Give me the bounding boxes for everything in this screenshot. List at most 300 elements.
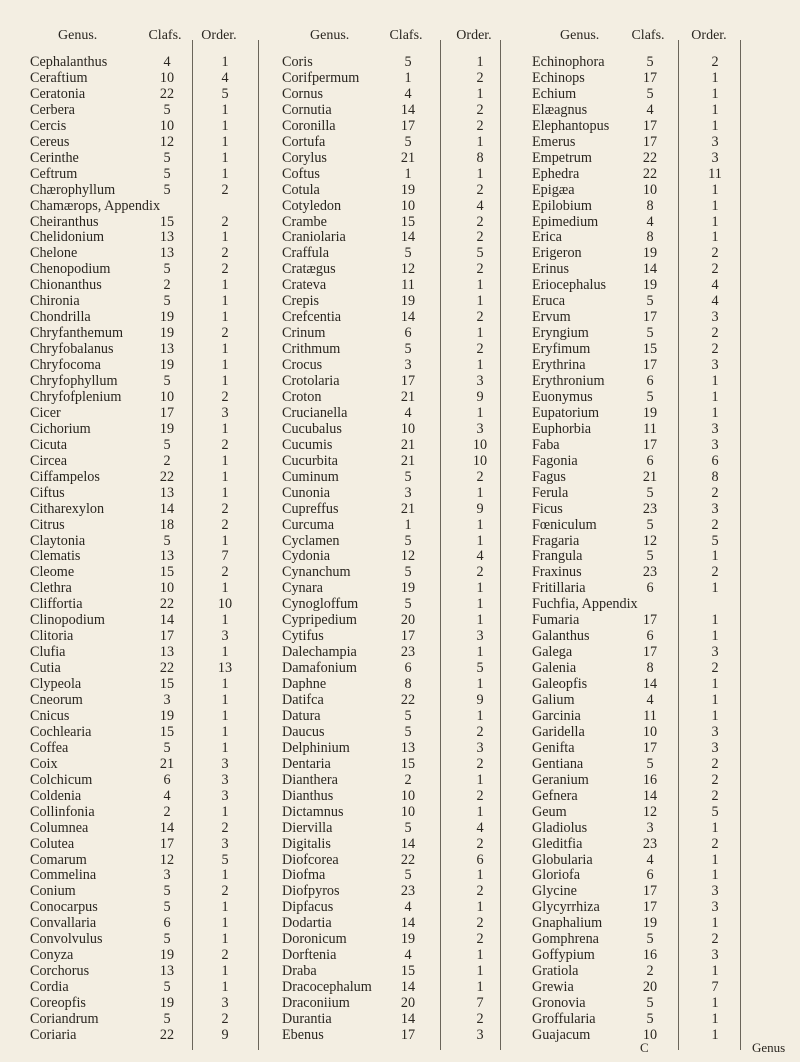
genus-name: Fagus bbox=[532, 468, 566, 485]
order-number: 3 bbox=[711, 947, 719, 964]
order-number: 8 bbox=[711, 468, 719, 485]
order-number: 1 bbox=[476, 357, 484, 374]
catchword: Genus bbox=[752, 1040, 786, 1055]
column-rule bbox=[440, 40, 441, 1050]
genus-name: Dipfacus bbox=[282, 899, 334, 916]
genus-name: Cotyledon bbox=[282, 197, 342, 214]
genus-name: Goffypium bbox=[532, 947, 595, 964]
clafs-number: 1 bbox=[404, 69, 412, 86]
clafs-number: 12 bbox=[642, 803, 658, 820]
order-number: 1 bbox=[476, 979, 484, 996]
clafs-number: 3 bbox=[163, 867, 171, 884]
genus-name: Chelidonium bbox=[30, 229, 105, 246]
genus-name: Cortufa bbox=[282, 133, 326, 150]
genus-name: Epimedium bbox=[532, 213, 599, 230]
order-number: 1 bbox=[221, 612, 229, 629]
genus-name: Circea bbox=[30, 452, 68, 469]
clafs-number: 21 bbox=[159, 755, 175, 772]
clafs-header: Clafs. bbox=[631, 28, 665, 43]
genus-header: Genus. bbox=[560, 28, 600, 43]
genus-name: Cereus bbox=[30, 133, 70, 150]
genus-name: Ebenus bbox=[282, 1026, 324, 1043]
clafs-number: 14 bbox=[400, 979, 416, 996]
order-number: 2 bbox=[711, 771, 719, 788]
clafs-number: 6 bbox=[404, 660, 412, 677]
clafs-number: 23 bbox=[642, 500, 658, 517]
clafs-number: 3 bbox=[163, 692, 171, 708]
order-number: 1 bbox=[711, 867, 719, 884]
genus-name: Fumaria bbox=[532, 612, 580, 629]
clafs-number: 5 bbox=[404, 468, 412, 485]
order-number: 4 bbox=[476, 548, 484, 565]
clafs-number: 5 bbox=[163, 149, 171, 166]
order-number: 1 bbox=[221, 692, 229, 708]
order-number: 1 bbox=[711, 117, 719, 134]
clafs-number: 5 bbox=[163, 532, 171, 549]
clafs-number: 6 bbox=[163, 771, 171, 788]
order-number: 2 bbox=[711, 54, 719, 70]
genus-name: Coreopfis bbox=[30, 995, 86, 1012]
order-number: 10 bbox=[472, 452, 488, 469]
genus-name: Citharexylon bbox=[30, 500, 105, 517]
order-number: 1 bbox=[711, 197, 719, 214]
clafs-number: 16 bbox=[642, 771, 658, 788]
order-number: 1 bbox=[711, 1011, 719, 1027]
order-number: 4 bbox=[476, 819, 484, 836]
genus-name: Columnea bbox=[30, 819, 89, 836]
genus-name: Draba bbox=[282, 963, 317, 980]
order-number: 2 bbox=[221, 500, 229, 517]
genus-name: Cratægus bbox=[282, 261, 336, 278]
clafs-number: 18 bbox=[159, 516, 175, 533]
order-number: 3 bbox=[221, 787, 229, 804]
clafs-number: 16 bbox=[642, 947, 658, 964]
column-rule bbox=[192, 40, 193, 1050]
clafs-number: 6 bbox=[646, 452, 654, 469]
clafs-number: 14 bbox=[400, 229, 416, 246]
genus-name: Fagonia bbox=[532, 452, 578, 469]
order-number: 1 bbox=[711, 213, 719, 230]
genus-name: Comarum bbox=[30, 851, 87, 868]
order-number: 1 bbox=[476, 612, 484, 629]
clafs-number: 5 bbox=[404, 245, 412, 262]
order-number: 1 bbox=[711, 851, 719, 868]
order-header: Order. bbox=[691, 28, 727, 43]
order-number: 1 bbox=[221, 309, 229, 326]
clafs-number: 15 bbox=[159, 676, 175, 693]
genus-name: Crocus bbox=[282, 357, 323, 374]
order-number: 3 bbox=[711, 133, 719, 150]
genus-name: Cytifus bbox=[282, 628, 324, 645]
clafs-number: 17 bbox=[642, 309, 658, 326]
genus-name: Clitoria bbox=[30, 628, 74, 645]
clafs-number: 4 bbox=[404, 899, 412, 916]
order-number: 2 bbox=[711, 261, 719, 278]
genus-name: Datura bbox=[282, 707, 321, 724]
genus-name: Galega bbox=[532, 644, 573, 661]
genus-name: Craniolaria bbox=[282, 229, 346, 246]
genus-name: Coronilla bbox=[282, 117, 336, 134]
clafs-number: 17 bbox=[642, 899, 658, 916]
clafs-number: 2 bbox=[646, 963, 654, 980]
genus-name: Coix bbox=[30, 755, 58, 772]
genus-name: Elæagnus bbox=[532, 101, 588, 118]
order-number: 2 bbox=[221, 564, 229, 581]
clafs-number: 14 bbox=[642, 676, 658, 693]
genus-name: Diofcorea bbox=[282, 851, 339, 868]
genus-name: Daphne bbox=[282, 676, 327, 693]
order-number: 3 bbox=[711, 899, 719, 916]
clafs-number: 5 bbox=[646, 85, 654, 102]
order-number: 1 bbox=[476, 54, 484, 70]
genus-name: Gefnera bbox=[532, 787, 578, 804]
order-number: 1 bbox=[476, 580, 484, 597]
order-number: 3 bbox=[711, 739, 719, 756]
clafs-number: 15 bbox=[400, 755, 416, 772]
genus-name: Chenopodium bbox=[30, 261, 111, 278]
clafs-number: 21 bbox=[400, 436, 416, 453]
order-number: 1 bbox=[221, 915, 229, 932]
clafs-number: 17 bbox=[400, 117, 416, 134]
clafs-header: Clafs. bbox=[389, 28, 423, 43]
genus-name: Datifca bbox=[282, 692, 324, 708]
order-number: 2 bbox=[221, 947, 229, 964]
genus-name: Clinopodium bbox=[30, 612, 105, 629]
order-number: 1 bbox=[711, 676, 719, 693]
genus-name: Glycyrrhiza bbox=[532, 899, 600, 916]
genus-name: Ceftrum bbox=[30, 165, 78, 182]
clafs-number: 13 bbox=[400, 739, 416, 756]
clafs-number: 17 bbox=[159, 835, 175, 852]
clafs-number: 19 bbox=[400, 931, 416, 948]
order-number: 4 bbox=[476, 197, 484, 214]
clafs-number: 14 bbox=[400, 309, 416, 326]
genus-name: Galium bbox=[532, 692, 575, 708]
clafs-number: 17 bbox=[642, 69, 658, 86]
clafs-number: 22 bbox=[400, 851, 416, 868]
order-number: 5 bbox=[476, 660, 484, 677]
order-number: 2 bbox=[476, 835, 484, 852]
genus-name: Cliffortia bbox=[30, 596, 83, 613]
genus-name: Fritillaria bbox=[532, 580, 586, 597]
genus-name: Draconiium bbox=[282, 995, 350, 1012]
order-number: 2 bbox=[711, 931, 719, 948]
clafs-number: 6 bbox=[404, 325, 412, 342]
order-number: 1 bbox=[221, 468, 229, 485]
order-number: 4 bbox=[221, 69, 229, 86]
order-number: 1 bbox=[221, 452, 229, 469]
order-number: 9 bbox=[476, 500, 484, 517]
order-number: 1 bbox=[476, 867, 484, 884]
genus-name: Dracocephalum bbox=[282, 979, 372, 996]
genus-name: Conyza bbox=[30, 947, 74, 964]
clafs-number: 20 bbox=[400, 995, 416, 1012]
order-number: 2 bbox=[711, 245, 719, 262]
clafs-number: 6 bbox=[646, 373, 654, 389]
genus-name: Gentiana bbox=[532, 755, 584, 772]
order-number: 13 bbox=[217, 660, 233, 677]
genus-name: Gleditfia bbox=[532, 835, 583, 852]
genus-name: Elephantopus bbox=[532, 117, 610, 134]
genus-name: Ferula bbox=[532, 484, 569, 501]
genus-name: Cleome bbox=[30, 564, 75, 581]
order-number: 1 bbox=[221, 739, 229, 756]
genus-name: Galanthus bbox=[532, 628, 590, 645]
genus-name: Gloriofa bbox=[532, 867, 581, 884]
clafs-number: 14 bbox=[159, 819, 175, 836]
clafs-number: 4 bbox=[646, 692, 654, 708]
order-number: 5 bbox=[221, 85, 229, 102]
clafs-number: 6 bbox=[646, 628, 654, 645]
genus-name: Cnicus bbox=[30, 707, 70, 724]
genus-name: Chamærops, Appendix bbox=[30, 197, 161, 214]
genus-name: Coriandrum bbox=[30, 1011, 99, 1027]
clafs-number: 13 bbox=[159, 644, 175, 661]
genus-name: Cydonia bbox=[282, 548, 331, 565]
genus-name: Clypeola bbox=[30, 676, 82, 693]
genus-name: Crateva bbox=[282, 277, 327, 294]
clafs-number: 20 bbox=[400, 612, 416, 629]
order-number: 1 bbox=[711, 388, 719, 405]
clafs-number: 10 bbox=[159, 69, 175, 86]
genus-name: Citrus bbox=[30, 516, 65, 533]
order-number: 3 bbox=[711, 723, 719, 740]
clafs-number: 5 bbox=[163, 979, 171, 996]
order-number: 1 bbox=[711, 181, 719, 198]
order-number: 1 bbox=[711, 628, 719, 645]
genus-name: Echinophora bbox=[532, 54, 605, 70]
order-number: 1 bbox=[221, 133, 229, 150]
order-number: 3 bbox=[221, 835, 229, 852]
signature-mark: C bbox=[640, 1040, 649, 1055]
order-number: 1 bbox=[221, 899, 229, 916]
order-number: 1 bbox=[711, 963, 719, 980]
clafs-number: 5 bbox=[163, 165, 171, 182]
genus-name: Coldenia bbox=[30, 787, 82, 804]
clafs-number: 5 bbox=[646, 484, 654, 501]
order-number: 1 bbox=[221, 101, 229, 118]
genus-name: Claytonia bbox=[30, 532, 86, 549]
order-number: 7 bbox=[711, 979, 719, 996]
order-number: 1 bbox=[221, 117, 229, 134]
clafs-number: 17 bbox=[642, 436, 658, 453]
genus-name: Cucubalus bbox=[282, 420, 342, 437]
clafs-number: 5 bbox=[163, 883, 171, 900]
genus-name: Eryngium bbox=[532, 325, 589, 342]
order-number: 10 bbox=[472, 436, 488, 453]
order-number: 1 bbox=[221, 723, 229, 740]
genus-name: Cucumis bbox=[282, 436, 333, 453]
clafs-number: 19 bbox=[159, 707, 175, 724]
genus-name: Cynanchum bbox=[282, 564, 351, 581]
clafs-number: 5 bbox=[163, 373, 171, 389]
genus-name: Conium bbox=[30, 883, 76, 900]
order-number: 1 bbox=[221, 484, 229, 501]
clafs-number: 17 bbox=[159, 404, 175, 421]
order-number: 11 bbox=[708, 165, 722, 182]
clafs-number: 13 bbox=[159, 484, 175, 501]
clafs-number: 12 bbox=[642, 532, 658, 549]
order-number: 3 bbox=[476, 1026, 484, 1043]
clafs-number: 3 bbox=[646, 819, 654, 836]
clafs-number: 19 bbox=[159, 947, 175, 964]
clafs-header: Clafs. bbox=[148, 28, 182, 43]
order-number: 2 bbox=[221, 436, 229, 453]
order-number: 2 bbox=[221, 819, 229, 836]
order-number: 1 bbox=[221, 165, 229, 182]
order-number: 2 bbox=[221, 213, 229, 230]
order-number: 2 bbox=[711, 564, 719, 581]
clafs-number: 4 bbox=[646, 851, 654, 868]
genus-name: Dictamnus bbox=[282, 803, 344, 820]
genus-name: Doronicum bbox=[282, 931, 347, 948]
clafs-number: 21 bbox=[642, 468, 658, 485]
genus-name: Dorftenia bbox=[282, 947, 337, 964]
order-number: 2 bbox=[711, 660, 719, 677]
clafs-number: 14 bbox=[642, 787, 658, 804]
genus-name: Ephedra bbox=[532, 165, 580, 182]
clafs-number: 5 bbox=[404, 867, 412, 884]
clafs-number: 15 bbox=[159, 213, 175, 230]
clafs-number: 1 bbox=[404, 165, 412, 182]
order-number: 1 bbox=[711, 1026, 719, 1043]
genus-name: Dentaria bbox=[282, 755, 331, 772]
genus-name: Clematis bbox=[30, 548, 81, 565]
clafs-number: 17 bbox=[400, 628, 416, 645]
genus-name: Cyclamen bbox=[282, 532, 340, 549]
clafs-number: 2 bbox=[163, 452, 171, 469]
genus-header: Genus. bbox=[58, 28, 98, 43]
clafs-number: 5 bbox=[404, 133, 412, 150]
order-number: 2 bbox=[711, 755, 719, 772]
clafs-number: 12 bbox=[400, 261, 416, 278]
order-number: 3 bbox=[711, 309, 719, 326]
order-number: 1 bbox=[221, 341, 229, 358]
clafs-number: 13 bbox=[159, 548, 175, 565]
genus-name: Euonymus bbox=[532, 388, 593, 405]
genus-name: Frangula bbox=[532, 548, 583, 565]
genus-name: Crotolaria bbox=[282, 373, 340, 389]
clafs-number: 5 bbox=[404, 596, 412, 613]
clafs-number: 10 bbox=[642, 181, 658, 198]
genus-name: Guajacum bbox=[532, 1026, 591, 1043]
clafs-number: 4 bbox=[163, 54, 171, 70]
order-number: 2 bbox=[221, 325, 229, 342]
genus-name: Corchorus bbox=[30, 963, 90, 980]
clafs-number: 21 bbox=[400, 149, 416, 166]
clafs-number: 10 bbox=[400, 420, 416, 437]
clafs-number: 5 bbox=[646, 995, 654, 1012]
clafs-number: 10 bbox=[400, 787, 416, 804]
order-number: 7 bbox=[221, 548, 229, 565]
order-number: 3 bbox=[711, 420, 719, 437]
genus-name: Cephalanthus bbox=[30, 54, 108, 70]
clafs-number: 21 bbox=[400, 388, 416, 405]
order-number: 1 bbox=[476, 325, 484, 342]
order-number: 1 bbox=[476, 771, 484, 788]
clafs-number: 2 bbox=[163, 277, 171, 294]
genus-name: Conocarpus bbox=[30, 899, 98, 916]
genus-name: Clufia bbox=[30, 644, 66, 661]
clafs-number: 17 bbox=[642, 357, 658, 374]
order-number: 1 bbox=[711, 69, 719, 86]
order-number: 1 bbox=[221, 532, 229, 549]
order-number: 1 bbox=[476, 516, 484, 533]
order-number: 2 bbox=[221, 245, 229, 262]
order-number: 1 bbox=[476, 676, 484, 693]
order-number: 2 bbox=[476, 883, 484, 900]
order-number: 2 bbox=[711, 516, 719, 533]
order-number: 1 bbox=[221, 979, 229, 996]
clafs-number: 13 bbox=[159, 963, 175, 980]
clafs-number: 5 bbox=[646, 54, 654, 70]
genus-name: Gratiola bbox=[532, 963, 579, 980]
order-number: 1 bbox=[476, 644, 484, 661]
order-number: 3 bbox=[711, 357, 719, 374]
clafs-number: 5 bbox=[163, 899, 171, 916]
order-number: 1 bbox=[711, 85, 719, 102]
order-number: 1 bbox=[221, 293, 229, 310]
genus-name: Crucianella bbox=[282, 404, 348, 421]
order-number: 1 bbox=[221, 229, 229, 246]
order-number: 2 bbox=[476, 1011, 484, 1027]
genus-name: Diofma bbox=[282, 867, 326, 884]
genus-name: Croton bbox=[282, 388, 322, 405]
genus-name: Faba bbox=[532, 436, 560, 453]
genus-name: Eriocephalus bbox=[532, 277, 607, 294]
genus-name: Cerinthe bbox=[30, 149, 79, 166]
genus-name: Curcuma bbox=[282, 516, 335, 533]
order-number: 6 bbox=[476, 851, 484, 868]
order-number: 2 bbox=[221, 261, 229, 278]
genus-name: Colchicum bbox=[30, 771, 93, 788]
clafs-number: 23 bbox=[642, 564, 658, 581]
clafs-number: 4 bbox=[646, 213, 654, 230]
genus-name: Echium bbox=[532, 85, 577, 102]
order-number: 1 bbox=[711, 707, 719, 724]
clafs-number: 4 bbox=[404, 947, 412, 964]
clafs-number: 17 bbox=[642, 739, 658, 756]
column-rule bbox=[740, 40, 741, 1050]
genus-name: Craffula bbox=[282, 245, 330, 262]
clafs-number: 19 bbox=[642, 277, 658, 294]
order-number: 1 bbox=[221, 644, 229, 661]
genus-name: Emerus bbox=[532, 133, 576, 150]
clafs-number: 17 bbox=[642, 133, 658, 150]
clafs-number: 6 bbox=[163, 915, 171, 932]
order-number: 1 bbox=[221, 580, 229, 597]
clafs-number: 22 bbox=[159, 596, 175, 613]
order-number: 2 bbox=[221, 181, 229, 198]
order-number: 2 bbox=[221, 883, 229, 900]
genus-name: Eupatorium bbox=[532, 404, 599, 421]
genus-name: Chryfophyllum bbox=[30, 373, 118, 389]
clafs-number: 19 bbox=[159, 420, 175, 437]
genus-name: Cheiranthus bbox=[30, 213, 99, 230]
clafs-number: 10 bbox=[159, 388, 175, 405]
order-number: 5 bbox=[221, 851, 229, 868]
order-number: 2 bbox=[711, 484, 719, 501]
clafs-number: 12 bbox=[159, 133, 175, 150]
clafs-number: 19 bbox=[642, 915, 658, 932]
genus-name: Erythronium bbox=[532, 373, 605, 389]
order-number: 2 bbox=[476, 468, 484, 485]
order-number: 2 bbox=[221, 1011, 229, 1027]
genus-name: Fœniculum bbox=[532, 516, 597, 533]
order-number: 1 bbox=[711, 548, 719, 565]
clafs-number: 10 bbox=[642, 723, 658, 740]
order-number: 3 bbox=[711, 149, 719, 166]
